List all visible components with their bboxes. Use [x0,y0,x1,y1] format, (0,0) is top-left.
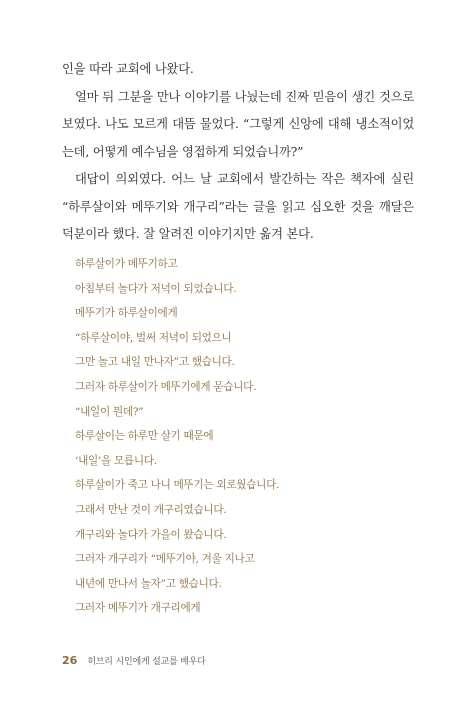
story-line: 아침부터 놀다가 저녁이 되었습니다. [75,282,237,295]
story-line: 내년에 만나서 놀자”고 했습니다. [75,577,222,590]
quoted-story [75,252,415,621]
story-line: 그러자 하루살이가 메뚜기에게 묻습니다. [75,380,257,393]
story-line: 그만 놀고 내일 만나자”고 했습니다. [75,356,235,369]
story-line: 개구리와 놀다가 가을이 왔습니다. [75,528,227,541]
body-text [62,56,414,249]
story-line: “내일이 뭔데?” [75,405,144,418]
paragraph-answer: 대답이 의외였다. 어느 날 교회에서 발간하는 작은 책자에 실린 “하루살이와 메뚜기와 개구리”라는 글을 읽고 심오한 것을 깨달은 덕분이라 했다. 잘 알려진 이야기지만 옮겨 본다. [62,172,414,241]
running-title: 히브리 시인에게 설교를 배우다 [87,657,206,667]
story-line: 메뚜기가 하루살이에게 [75,307,178,320]
page-number: 26 [62,654,78,667]
story-line: 그러자 메뚜기가 개구리에게 [75,602,201,615]
story-line: 하루살이가 죽고 나니 메뚜기는 외로웠습니다. [75,479,280,492]
story-line: 하루살이는 하루만 살기 때문에 [75,430,214,443]
paragraph-conversation: 얼마 뒤 그분을 만나 이야기를 나눴는데 진짜 믿음이 생긴 것으로 보였다. 나도 모르게 대뜸 물었다. “그렇게 신앙에 대해 냉소적이었는데, 어떻게 예수님을 영접하게 되었습니까?” [62,89,414,159]
story-line: 그래서 만난 것이 개구리였습니다. [75,503,227,516]
paragraph-continued: 인을 따라 교회에 나왔다. [62,62,194,76]
story-line: ‘내일’을 모릅니다. [75,454,157,467]
story-line: 그러자 개구리가 “메뚜기야, 겨울 지나고 [75,553,255,566]
story-line: 하루살이가 메뚜기하고 [75,258,178,270]
story-line: “하루살이야, 벌써 저녁이 되었으니 [75,331,232,344]
page-footer [62,654,206,670]
